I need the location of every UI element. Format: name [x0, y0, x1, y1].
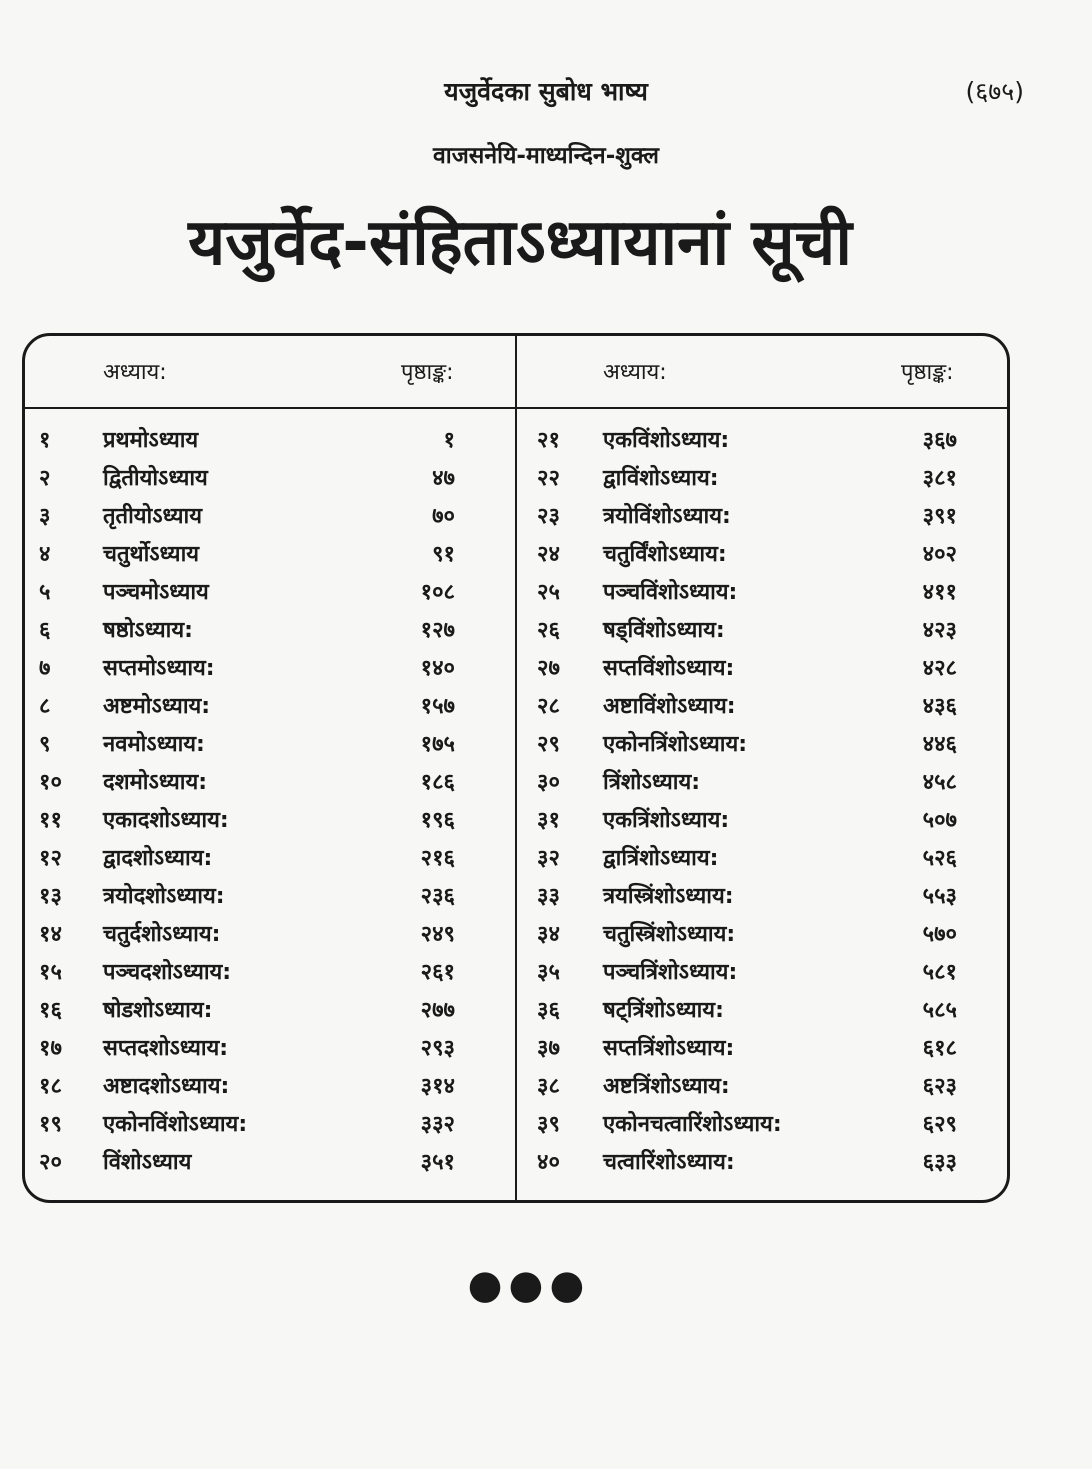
page-ref: ३९१ [922, 504, 957, 529]
chapter-number: ६ [39, 618, 51, 643]
chapter-name: एकोनत्रिंशोऽध्याय: [603, 732, 748, 757]
chapter-number: ३८ [537, 1074, 560, 1099]
page-ref: २९३ [420, 1036, 455, 1061]
table-row [25, 650, 1005, 688]
table-row [25, 1106, 1005, 1144]
page-ref: १०८ [420, 580, 455, 605]
chapter-number: २ [39, 466, 51, 491]
chapter-name: अष्टादशोऽध्याय: [103, 1074, 230, 1099]
chapter-number: २९ [537, 732, 560, 757]
table-row [25, 802, 1005, 840]
table-row [25, 688, 1005, 726]
page-ref: ६२९ [922, 1112, 957, 1137]
chapter-name: पञ्चमोऽध्याय [103, 580, 209, 605]
chapter-name: द्वादशोऽध्याय: [103, 846, 213, 871]
chapter-name: षड्विंशोऽध्याय: [603, 618, 725, 643]
chapter-name: अष्टत्रिंशोऽध्याय: [603, 1074, 730, 1099]
page-ref: ४०२ [922, 542, 957, 567]
table-row [25, 460, 1005, 498]
subtitle: वाजसनेयि-माध्यन्दिन-शुक्ल [432, 143, 660, 169]
chapter-number: २६ [537, 618, 560, 643]
chapter-name: एकोनविंशोऽध्याय: [103, 1112, 248, 1137]
table-row [25, 574, 1005, 612]
table-row [25, 840, 1005, 878]
chapter-name: चतुस्त्रिंशोऽध्याय: [603, 922, 736, 947]
page-ref: २३६ [420, 884, 455, 909]
page-ref: ५८५ [922, 998, 957, 1023]
page-ref: २४९ [420, 922, 455, 947]
chapter-name: एकोनचत्वारिंशोऽध्याय: [603, 1112, 782, 1137]
chapter-number: ३६ [537, 998, 560, 1023]
chapter-number: १७ [39, 1036, 62, 1061]
chapter-number: २१ [537, 428, 560, 453]
chapter-number: २८ [537, 694, 560, 719]
chapter-name: अष्टमोऽध्याय: [103, 694, 211, 719]
running-title: यजुर्वेदका सुबोध भाष्य [444, 77, 648, 106]
chapter-number: ५ [39, 580, 51, 605]
page-ref: ५२६ [922, 846, 957, 871]
chapter-name: नवमोऽध्याय: [103, 732, 205, 757]
page-ref: ५८१ [922, 960, 957, 985]
chapter-number: ३० [537, 770, 560, 795]
chapter-name: पञ्चविंशोऽध्याय: [603, 580, 738, 605]
page-ref: ३८१ [922, 466, 957, 491]
chapter-name: पञ्चदशोऽध्याय: [103, 960, 232, 985]
chapter-number: १५ [39, 960, 62, 985]
page-ref: ३१४ [420, 1074, 455, 1099]
chapter-name: सप्तत्रिंशोऽध्याय: [603, 1036, 735, 1061]
page-ref: ७० [432, 504, 455, 529]
page-ref: ३३२ [420, 1112, 455, 1137]
page-number: (६७५) [965, 77, 1024, 106]
chapter-number: ७ [39, 656, 51, 681]
page-ref: १७५ [420, 732, 455, 757]
chapter-number: २४ [537, 542, 560, 567]
chapter-number: ३३ [537, 884, 560, 909]
chapter-name: एकविंशोऽध्याय: [603, 428, 730, 453]
chapter-number: ९ [39, 732, 51, 757]
chapter-name: एकादशोऽध्याय: [103, 808, 229, 833]
chapter-name: द्वाविंशोऽध्याय: [603, 466, 719, 491]
chapter-number: २३ [537, 504, 560, 529]
page-ref: ५७० [922, 922, 957, 947]
chapter-number: १८ [39, 1074, 62, 1099]
chapter-number: १४ [39, 922, 62, 947]
chapter-name: सप्तदशोऽध्याय: [103, 1036, 229, 1061]
chapter-number: ३ [39, 504, 51, 529]
chapter-number: २७ [537, 656, 560, 681]
right-page-header: पृष्ठाङ्क: [901, 360, 954, 385]
table-row [25, 1068, 1005, 1106]
page-ref: ४५८ [922, 770, 957, 795]
chapter-number: २२ [537, 466, 560, 491]
chapter-number: ४० [537, 1150, 560, 1175]
page-ref: ५०७ [922, 808, 957, 833]
page-ref: ९१ [432, 542, 455, 567]
chapter-number: २५ [537, 580, 560, 605]
page-ref: १८६ [420, 770, 455, 795]
left-chapter-header: अध्याय: [103, 360, 167, 385]
table-row [25, 1144, 1005, 1182]
right-chapter-header: अध्याय: [603, 360, 667, 385]
table-row [25, 536, 1005, 574]
page-ref: ५५३ [922, 884, 957, 909]
chapter-name: दशमोऽध्याय: [103, 770, 208, 795]
page-ref: ६१८ [922, 1036, 957, 1061]
table-row [25, 612, 1005, 650]
page-title: यजुर्वेद-संहिताऽध्यायानां सूची [188, 206, 852, 280]
page-ref: २१६ [420, 846, 455, 871]
page-ref: ६२३ [922, 1074, 957, 1099]
table-row [25, 422, 1005, 460]
page-ref: १९६ [420, 808, 455, 833]
page-ref: ४३६ [922, 694, 957, 719]
chapter-name: सप्तमोऽध्याय: [103, 656, 215, 681]
chapter-name: प्रथमोऽध्याय [103, 428, 199, 453]
chapter-number: १० [39, 770, 62, 795]
table-row [25, 1030, 1005, 1068]
chapter-name: चतुर्विंशोऽध्याय: [603, 542, 727, 567]
chapter-name: त्रिंशोऽध्याय: [603, 770, 701, 795]
chapter-name: चतुर्थोऽध्याय [103, 542, 200, 567]
table-row [25, 726, 1005, 764]
chapter-number: २० [39, 1150, 62, 1175]
chapter-number: ३२ [537, 846, 560, 871]
page-ref: ४७ [432, 466, 455, 491]
chapter-number: ३४ [537, 922, 560, 947]
left-page-header: पृष्ठाङ्क: [401, 360, 454, 385]
page-ref: ४४६ [922, 732, 957, 757]
page-ref: ४११ [922, 580, 957, 605]
chapter-name: षष्ठोऽध्याय: [103, 618, 193, 643]
chapter-number: १२ [39, 846, 62, 871]
table-row [25, 916, 1005, 954]
page-ref: ३६७ [922, 428, 957, 453]
chapter-index-table [22, 333, 1010, 1203]
page-ref: १४० [420, 656, 455, 681]
chapter-number: ४ [39, 542, 51, 567]
chapter-name: षट्त्रिंशोऽध्याय: [603, 998, 724, 1023]
table-row [25, 764, 1005, 802]
chapter-name: विंशोऽध्याय [103, 1150, 192, 1175]
page-ref: ४२३ [922, 618, 957, 643]
page-ref: १५७ [420, 694, 455, 719]
chapter-name: द्वात्रिंशोऽध्याय: [603, 846, 719, 871]
page-ref: ४२८ [922, 656, 957, 681]
page-ref: १ [443, 428, 455, 453]
chapter-name: तृतीयोऽध्याय [103, 504, 203, 529]
chapter-name: अष्टाविंशोऽध्याय: [603, 694, 736, 719]
page-ref: २७७ [420, 998, 455, 1023]
chapter-name: त्रयस्त्रिंशोऽध्याय: [603, 884, 734, 909]
page-ref: २६१ [420, 960, 455, 985]
chapter-name: चत्वारिंशोऽध्याय: [603, 1150, 735, 1175]
chapter-name: षोडशोऽध्याय: [103, 998, 213, 1023]
chapter-number: ३५ [537, 960, 560, 985]
chapter-number: १ [39, 428, 51, 453]
page-ref: ३५१ [420, 1150, 455, 1175]
table-row [25, 878, 1005, 916]
chapter-name: द्वितीयोऽध्याय [103, 466, 208, 491]
chapter-number: ३१ [537, 808, 560, 833]
chapter-number: १६ [39, 998, 62, 1023]
chapter-name: सप्तविंशोऽध्याय: [603, 656, 735, 681]
table-row [25, 992, 1005, 1030]
table-row [25, 954, 1005, 992]
chapter-name: त्रयोविंशोऽध्याय: [603, 504, 731, 529]
chapter-name: त्रयोदशोऽध्याय: [103, 884, 225, 909]
section-end-mark: ●●● [467, 1262, 591, 1308]
chapter-number: १९ [39, 1112, 62, 1137]
chapter-number: १३ [39, 884, 62, 909]
page-ref: १२७ [420, 618, 455, 643]
table-row [25, 498, 1005, 536]
chapter-name: चतुर्दशोऽध्याय: [103, 922, 221, 947]
chapter-number: ११ [39, 808, 62, 833]
chapter-number: ३९ [537, 1112, 560, 1137]
chapter-number: ३७ [537, 1036, 560, 1061]
chapter-name: एकत्रिंशोऽध्याय: [603, 808, 730, 833]
chapter-number: ८ [39, 694, 51, 719]
chapter-name: पञ्चत्रिंशोऽध्याय: [603, 960, 738, 985]
page-ref: ६३३ [922, 1150, 957, 1175]
